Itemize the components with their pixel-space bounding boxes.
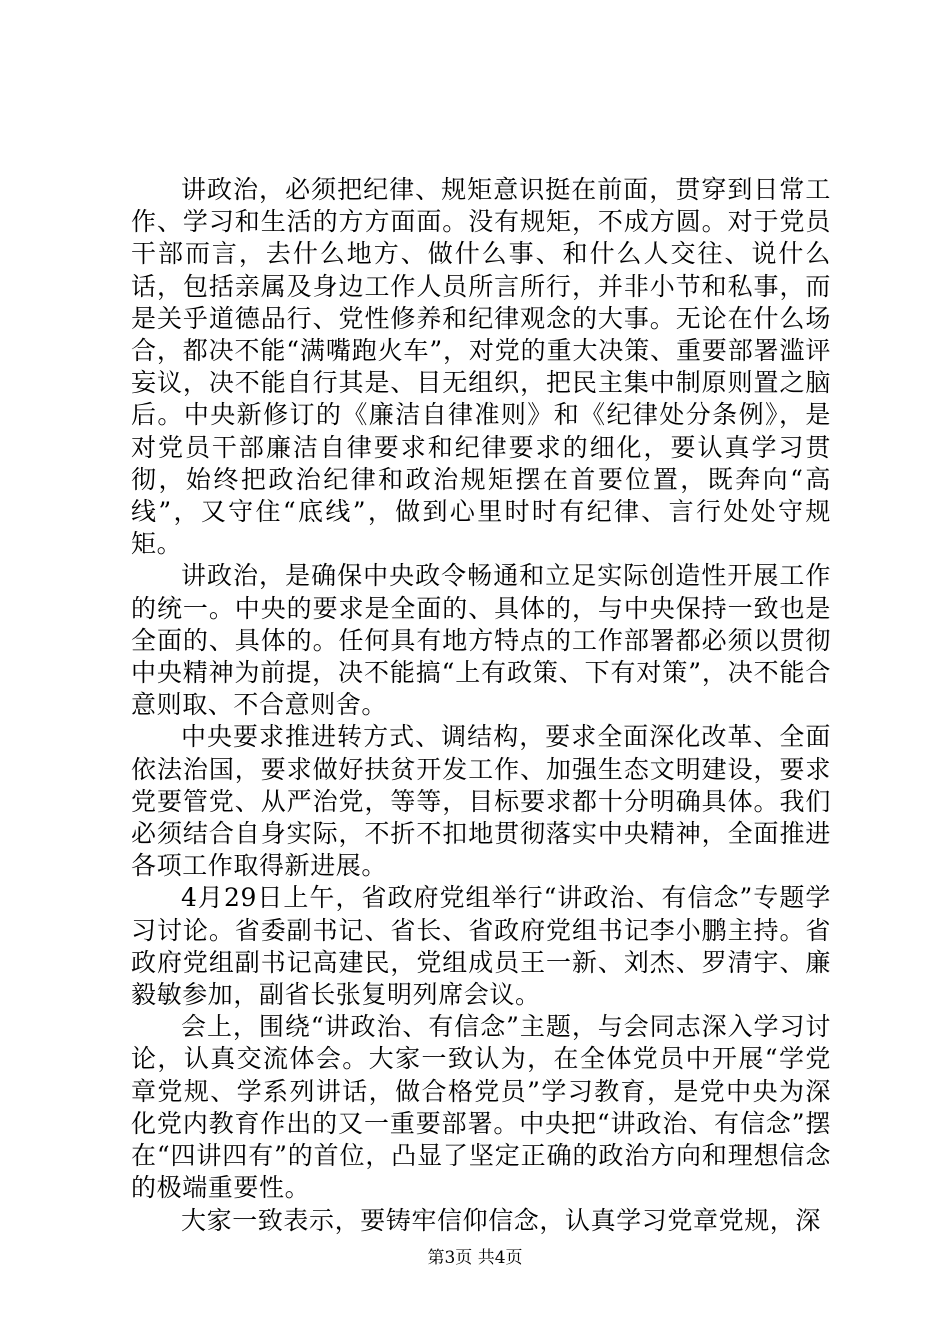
paragraph: 大家一致表示，要铸牢信仰信念，认真学习党章党规，深 xyxy=(181,1205,822,1235)
paragraph: 讲政治，是确保中央政令畅通和立足实际创造性开展工作的统一。中央的要求是全面的、具体的，与中央保持一致也是全面的、具体的。任何具有地方特点的工作部署都必须以贯彻中央精神为前提，决不能搞“上有政策、下有对策”，决不能合意则取、不合意则舍。 xyxy=(131,561,831,720)
paragraph: 会上，围绕“讲政治、有信念”主题，与会同志深入学习讨论，认真交流体会。大家一致认为，在全体党员中开展“学党章党规、学系列讲话，做合格党员”学习教育，是党中央为深化党内教育作出的又一重要部署。中央把“讲政治、有信念”摆在“四讲四有”的首位，凸显了坚定正确的政治方向和理想信念的极端重要性。 xyxy=(131,1012,831,1203)
page-footer: 第3页 共4页 xyxy=(427,1248,523,1268)
paragraph: 讲政治，必须把纪律、规矩意识挺在前面，贯穿到日常工作、学习和生活的方方面面。没有规矩，不成方圆。对于党员干部而言，去什么地方、做什么事、和什么人交往、说什么话，包括亲属及身边工作人员所言所行，并非小节和私事，而是关乎道德品行、党性修养和纪律观念的大事。无论在什么场合，都决不能“满嘴跑火车”，对党的重大决策、重要部署滥评妄议，决不能自行其是、目无组织，把民主集中制原则置之脑后。中央新修订的《廉洁自律准则》和《纪律处分条例》，是对党员干部廉洁自律要求和纪律要求的细化，要认真学习贯彻，始终把政治纪律和政治规矩摆在首要位置，既奔向“高线”，又守住“底线”，做到心里时时有纪律、言行处处守规矩。 xyxy=(131,175,831,559)
paragraph: 中央要求推进转方式、调结构，要求全面深化改革、全面依法治国，要求做好扶贫开发工作、加强生态文明建设，要求党要管党、从严治党，等等，目标要求都十分明确具体。我们必须结合自身实际，不折不扣地贯彻落实中央精神，全面推进各项工作取得新进展。 xyxy=(131,722,831,881)
document-body xyxy=(131,174,831,1237)
paragraph: 4月29日上午，省政府党组举行“讲政治、有信念”专题学习讨论。省委副书记、省长、省政府党组书记李小鹏主持。省政府党组副书记高建民，党组成员王一新、刘杰、罗清宇、廉毅敏参加，副省长张复明列席会议。 xyxy=(131,883,831,1010)
